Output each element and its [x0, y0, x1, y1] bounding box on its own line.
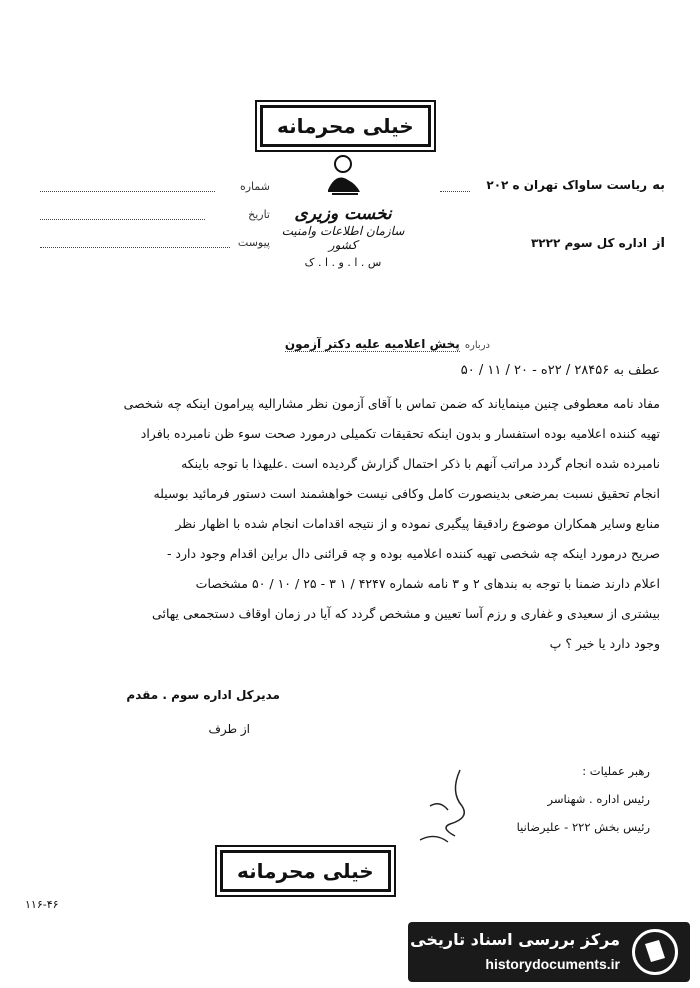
to-line	[440, 190, 470, 192]
subject-row	[250, 333, 490, 352]
archive-logo-icon	[632, 929, 678, 975]
closing-on-behalf: از طرف	[208, 722, 250, 736]
handwritten-signature-icon	[400, 762, 490, 852]
letter-body	[40, 396, 660, 666]
seal-code: س . ا . و . ا . ک	[304, 256, 382, 269]
classification-label: خیلی محرمانه	[220, 850, 391, 892]
signature-line: رهبر عملیات :	[582, 764, 650, 778]
body-line: نامبرده شده انجام گردد مراتب آنهم با ذکر احتمال گزارش گردیده است .علیهذا با توجه باینکه	[181, 456, 660, 471]
top-classification-stamp	[255, 100, 436, 152]
body-line: وجود دارد یا خیر ؟ پ	[549, 636, 660, 651]
to-label: به	[652, 178, 665, 193]
attachment-line	[40, 246, 230, 248]
subject-label: درباره	[464, 340, 490, 351]
header-left-fields	[40, 180, 270, 264]
classification-label: خیلی محرمانه	[260, 105, 431, 147]
government-seal	[268, 150, 418, 269]
watermark-url: historydocuments.ir	[485, 956, 620, 972]
page-reference: ۱۱۶-۴۶	[25, 898, 59, 911]
from-label: از	[653, 236, 665, 251]
bottom-classification-stamp	[215, 845, 396, 897]
signature-line: رئیس اداره . شهناسر	[547, 792, 650, 806]
date-line	[40, 218, 205, 220]
header-right-fields	[440, 178, 665, 264]
body-line: مفاد نامه معطوفی چنین مینمایاند که ضمن تماس با آقای آزمون نظر مشارالیه پیرامون اینکه چه شخصی	[123, 396, 660, 411]
body-line: اعلام دارند ضمنا با توجه به بندهای ۲ و ۳ نامه شماره ۴۲۴۷ / ۱ ۳ - ۲۵ / ۱۰ / ۵۰ مشخصات	[195, 576, 660, 591]
body-line: تهیه کننده اعلامیه بوده استفسار و بدون اینکه تحقیقات تکمیلی درمورد صحت سوء ظن نامبرده بافراد	[140, 426, 660, 441]
from-value: اداره کل سوم ۳۲۲۲	[530, 236, 647, 250]
body-line: صریح درمورد اینکه چه شخصی تهیه کننده اعلامیه بوده و چه قرائنی دال براین اقدام وجود دارد -	[166, 546, 660, 561]
seal-title: نخست وزیری	[294, 204, 392, 224]
number-line	[40, 190, 215, 192]
signature-line: رئیس بخش ۲۲۲ - علیرضانیا	[516, 820, 650, 834]
attachment-label: پیوست	[237, 236, 270, 249]
body-line: منابع وسایر همکاران موضوع رادقیقا پیگیری نموده و از نتیجه اقدامات انجام شده با اظهار نظر	[175, 516, 660, 531]
body-line: انجام تحقیق نسبت بمرضعی بدینصورت کامل وکافی نیست خواهشمند است دستور فرمائید بوسیله	[153, 486, 660, 501]
to-value: ریاست ساواک تهران ه ۲۰۲	[486, 178, 647, 192]
seal-subtitle: سازمان اطلاعات وامنیت کشور	[281, 224, 405, 252]
closing-title: مدیرکل اداره سوم . مقدم	[126, 688, 280, 702]
subject-value: پخش اعلامیه علیه دکتر آزمون	[284, 337, 460, 351]
number-label: شماره	[239, 180, 270, 193]
watermark-banner	[408, 922, 690, 982]
date-label: تاریخ	[248, 208, 270, 221]
lion-and-sun-emblem-icon	[318, 150, 368, 200]
reference-line: عطف به ۲۸۴۵۶ / ۲۲ه - ۲۰ / ۱۱ / ۵۰	[460, 363, 660, 378]
body-line: بیشتری از سعیدی و غفاری و رزم آسا تعیین و مشخص گردد که آیا در زمان اوقاف دستجمعی یهائی	[152, 606, 660, 621]
watermark-org: مرکز بررسی اسناد تاریخی	[410, 930, 620, 949]
